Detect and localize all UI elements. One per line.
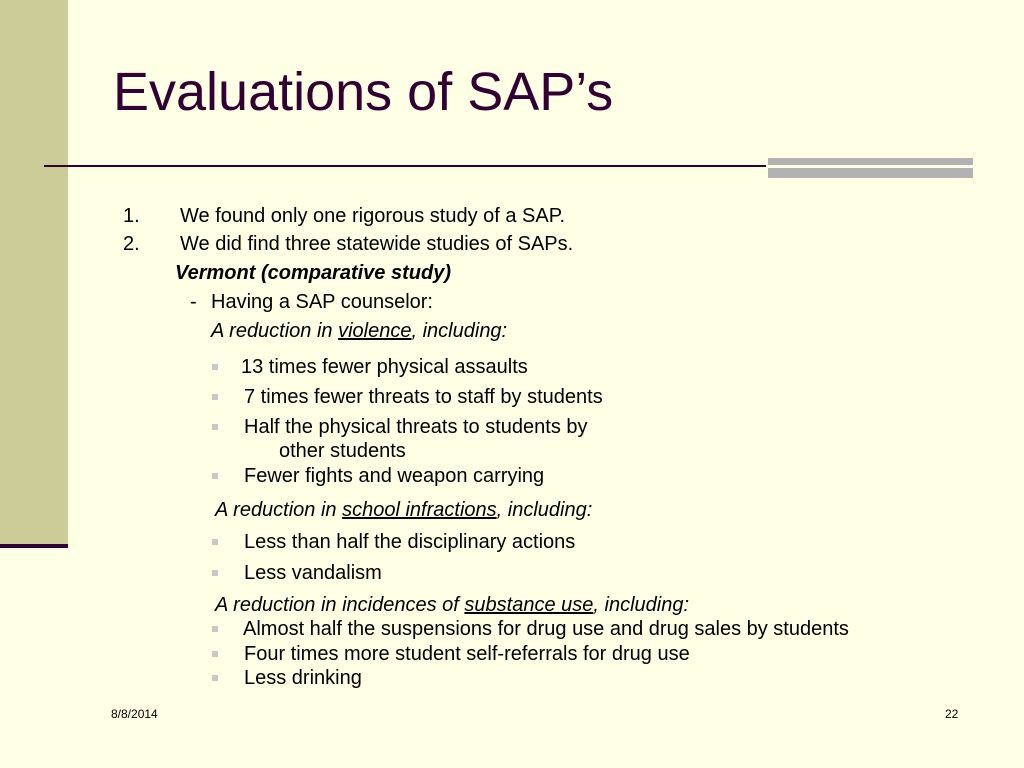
counselor-text: Having a SAP counselor: xyxy=(211,291,433,313)
violence-item-4: Fewer fights and weapon carrying xyxy=(244,465,545,487)
square-bullet-icon xyxy=(212,570,218,576)
title-rule xyxy=(44,165,766,167)
infractions-heading: A reduction in school infractions, including: xyxy=(215,499,593,521)
left-decorative-band xyxy=(0,0,68,547)
square-bullet-icon xyxy=(212,424,218,430)
substance-heading: A reduction in incidences of substance use, including: xyxy=(215,594,690,616)
violence-heading: A reduction in violence, including: xyxy=(211,320,508,342)
list-number-2: 2. xyxy=(123,233,140,255)
infractions-item-1: Less than half the disciplinary actions xyxy=(244,531,576,553)
square-bullet-icon xyxy=(212,626,218,632)
slide-title: Evaluations of SAP’s xyxy=(113,62,614,122)
violence-item-2: 7 times fewer threats to staff by students xyxy=(244,386,603,408)
numbered-item-2: We did find three statewide studies of SAPs. xyxy=(180,233,574,255)
infractions-item-2: Less vandalism xyxy=(244,562,382,584)
list-number-1: 1. xyxy=(123,205,140,227)
square-bullet-icon xyxy=(212,364,218,370)
left-band-accent-line xyxy=(0,544,68,548)
substance-item-2: Four times more student self-referrals for drug use xyxy=(244,643,690,665)
counselor-dash: - xyxy=(190,291,197,313)
violence-item-1: 13 times fewer physical assaults xyxy=(241,356,528,378)
square-bullet-icon xyxy=(212,651,218,657)
substance-item-1: Almost half the suspensions for drug use and drug sales by students xyxy=(243,618,849,640)
study-heading: Vermont (comparative study) xyxy=(175,262,451,284)
square-bullet-icon xyxy=(212,675,218,681)
substance-item-3: Less drinking xyxy=(244,667,362,689)
violence-item-3-continuation: other students xyxy=(279,440,406,462)
title-accent-bar xyxy=(768,158,973,178)
numbered-item-1: We found only one rigorous study of a SAP. xyxy=(180,205,566,227)
square-bullet-icon xyxy=(212,473,218,479)
footer-date: 8/8/2014 xyxy=(111,707,158,721)
title-accent-stripe xyxy=(768,165,973,168)
square-bullet-icon xyxy=(212,394,218,400)
violence-item-3: Half the physical threats to students by xyxy=(244,416,588,438)
square-bullet-icon xyxy=(212,539,218,545)
slide-number: 22 xyxy=(945,707,959,721)
